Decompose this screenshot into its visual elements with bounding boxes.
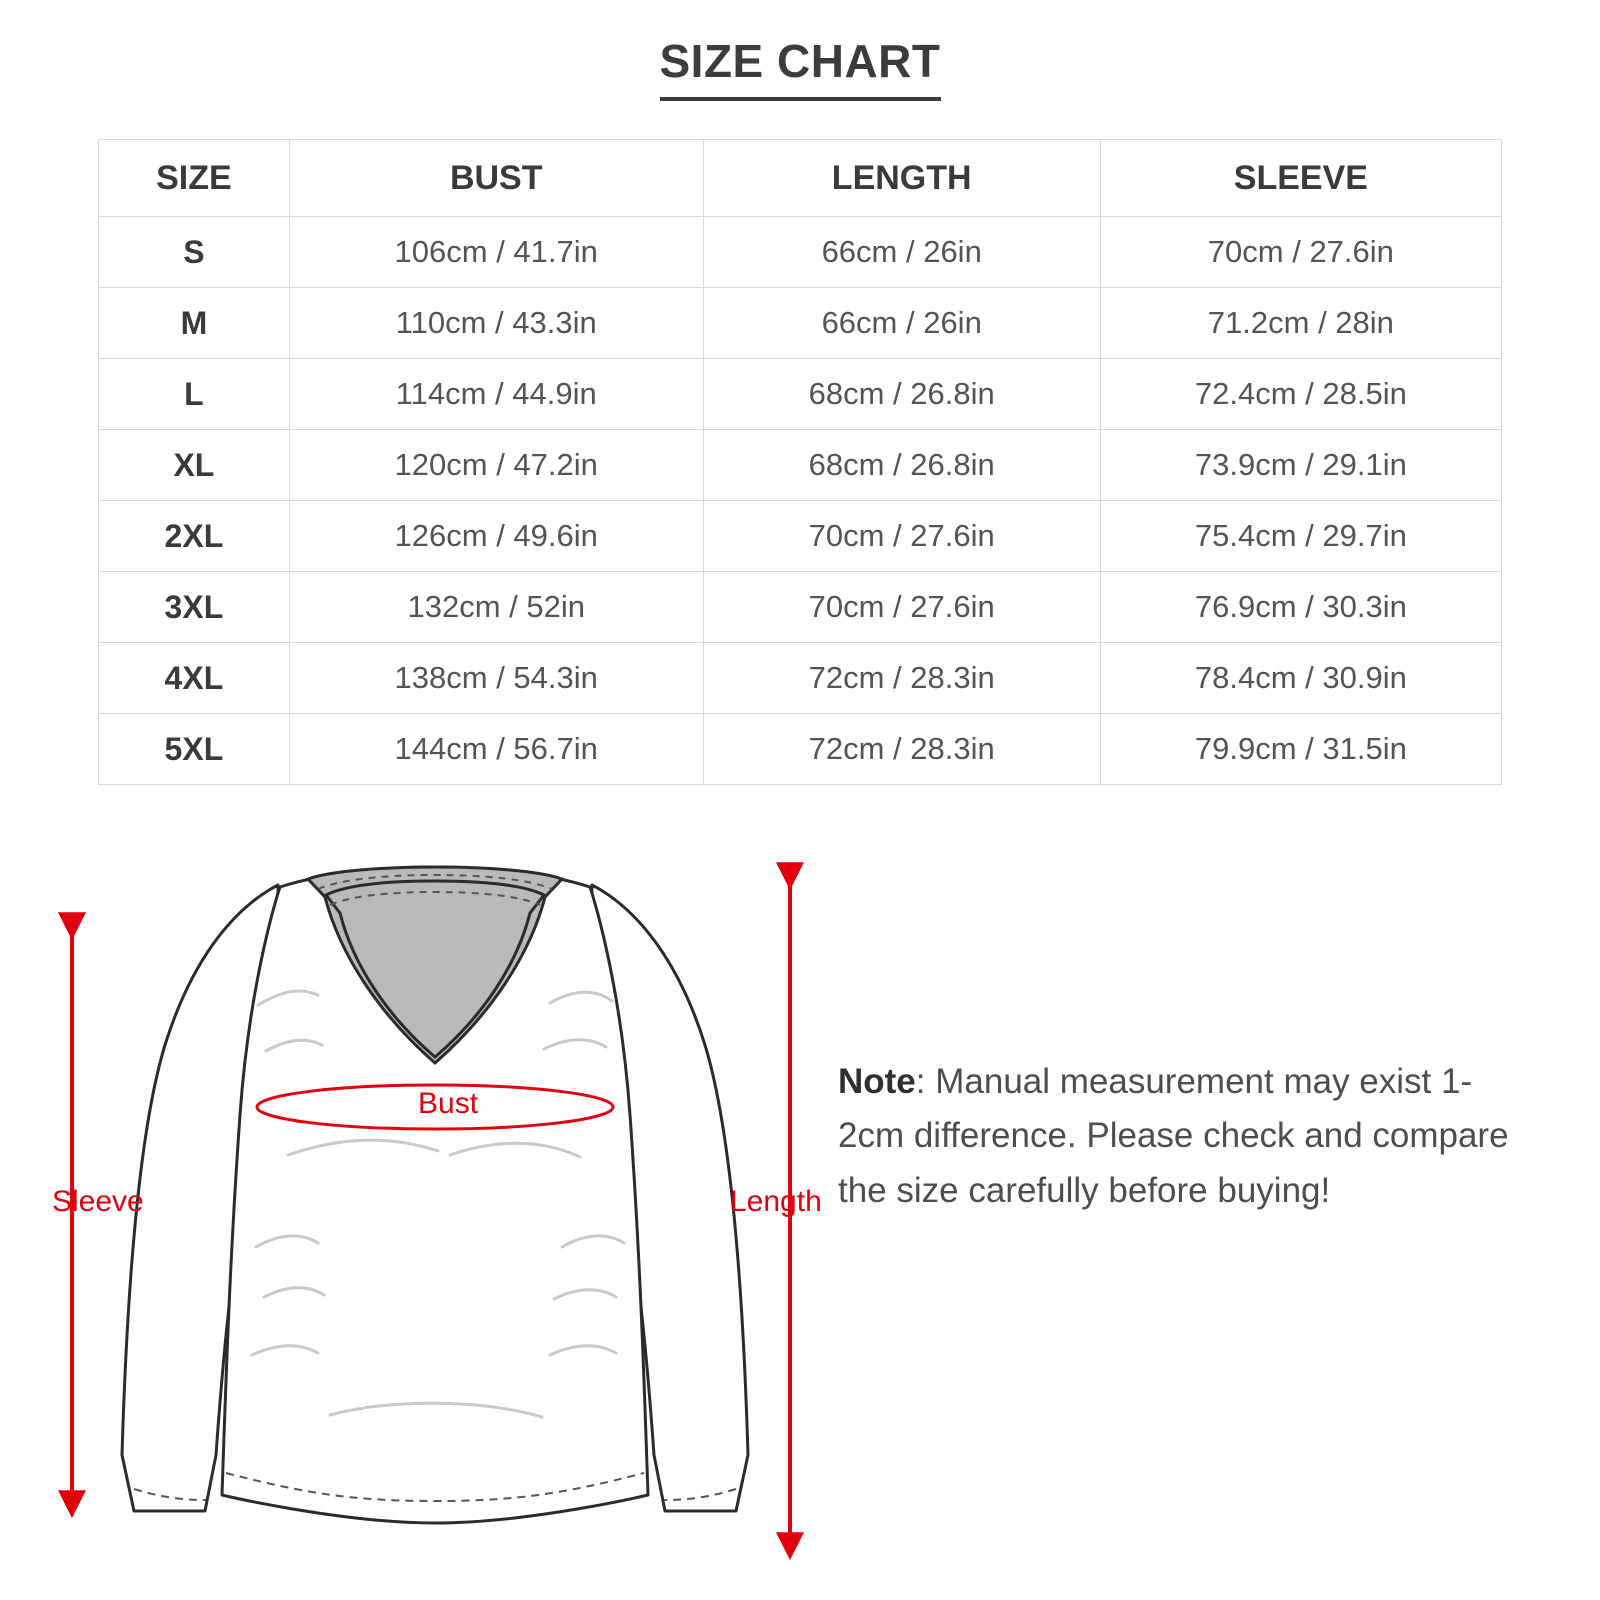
cell-length: 72cm / 28.3in (703, 643, 1100, 714)
cell-size: S (99, 217, 290, 288)
illustration-section (0, 855, 1600, 1575)
column-header-length: LENGTH (703, 140, 1100, 217)
size-chart-table-container (98, 139, 1502, 785)
cell-length: 72cm / 28.3in (703, 714, 1100, 785)
cell-sleeve: 75.4cm / 29.7in (1100, 501, 1501, 572)
size-chart-table (98, 139, 1502, 785)
length-label: Length (730, 1185, 822, 1218)
cell-bust: 144cm / 56.7in (289, 714, 703, 785)
cell-sleeve: 78.4cm / 30.9in (1100, 643, 1501, 714)
cell-bust: 106cm / 41.7in (289, 217, 703, 288)
cell-sleeve: 79.9cm / 31.5in (1100, 714, 1501, 785)
bust-label: Bust (418, 1087, 479, 1120)
cell-sleeve: 72.4cm / 28.5in (1100, 359, 1501, 430)
cell-bust: 126cm / 49.6in (289, 501, 703, 572)
garment-svg (30, 855, 830, 1575)
note-text (838, 1055, 1538, 1218)
cell-size: L (99, 359, 290, 430)
cell-length: 66cm / 26in (703, 288, 1100, 359)
note-label: Note (838, 1062, 916, 1101)
note-body: : Manual measurement may exist 1-2cm difference. Please check and compare the size carefully before buying! (838, 1062, 1509, 1210)
cell-size: M (99, 288, 290, 359)
garment-illustration (30, 855, 830, 1575)
table-row (99, 288, 1502, 359)
column-header-bust: BUST (289, 140, 703, 217)
cell-size: 5XL (99, 714, 290, 785)
cell-sleeve: 73.9cm / 29.1in (1100, 430, 1501, 501)
table-row (99, 572, 1502, 643)
cell-length: 68cm / 26.8in (703, 359, 1100, 430)
table-row (99, 643, 1502, 714)
cell-sleeve: 76.9cm / 30.3in (1100, 572, 1501, 643)
page-title: SIZE CHART (660, 34, 941, 101)
table-row (99, 501, 1502, 572)
column-header-size: SIZE (99, 140, 290, 217)
cell-bust: 114cm / 44.9in (289, 359, 703, 430)
cell-bust: 132cm / 52in (289, 572, 703, 643)
table-row (99, 430, 1502, 501)
cell-sleeve: 70cm / 27.6in (1100, 217, 1501, 288)
cell-size: XL (99, 430, 290, 501)
cell-size: 3XL (99, 572, 290, 643)
cell-length: 66cm / 26in (703, 217, 1100, 288)
cell-size: 2XL (99, 501, 290, 572)
cell-bust: 110cm / 43.3in (289, 288, 703, 359)
table-row (99, 359, 1502, 430)
cell-length: 70cm / 27.6in (703, 501, 1100, 572)
cell-length: 70cm / 27.6in (703, 572, 1100, 643)
table-row (99, 217, 1502, 288)
sleeve-label: Sleeve (52, 1185, 144, 1218)
table-header-row (99, 140, 1502, 217)
cell-sleeve: 71.2cm / 28in (1100, 288, 1501, 359)
cell-size: 4XL (99, 643, 290, 714)
title-container (0, 0, 1600, 101)
cell-bust: 120cm / 47.2in (289, 430, 703, 501)
cell-length: 68cm / 26.8in (703, 430, 1100, 501)
table-row (99, 714, 1502, 785)
cell-bust: 138cm / 54.3in (289, 643, 703, 714)
column-header-sleeve: SLEEVE (1100, 140, 1501, 217)
